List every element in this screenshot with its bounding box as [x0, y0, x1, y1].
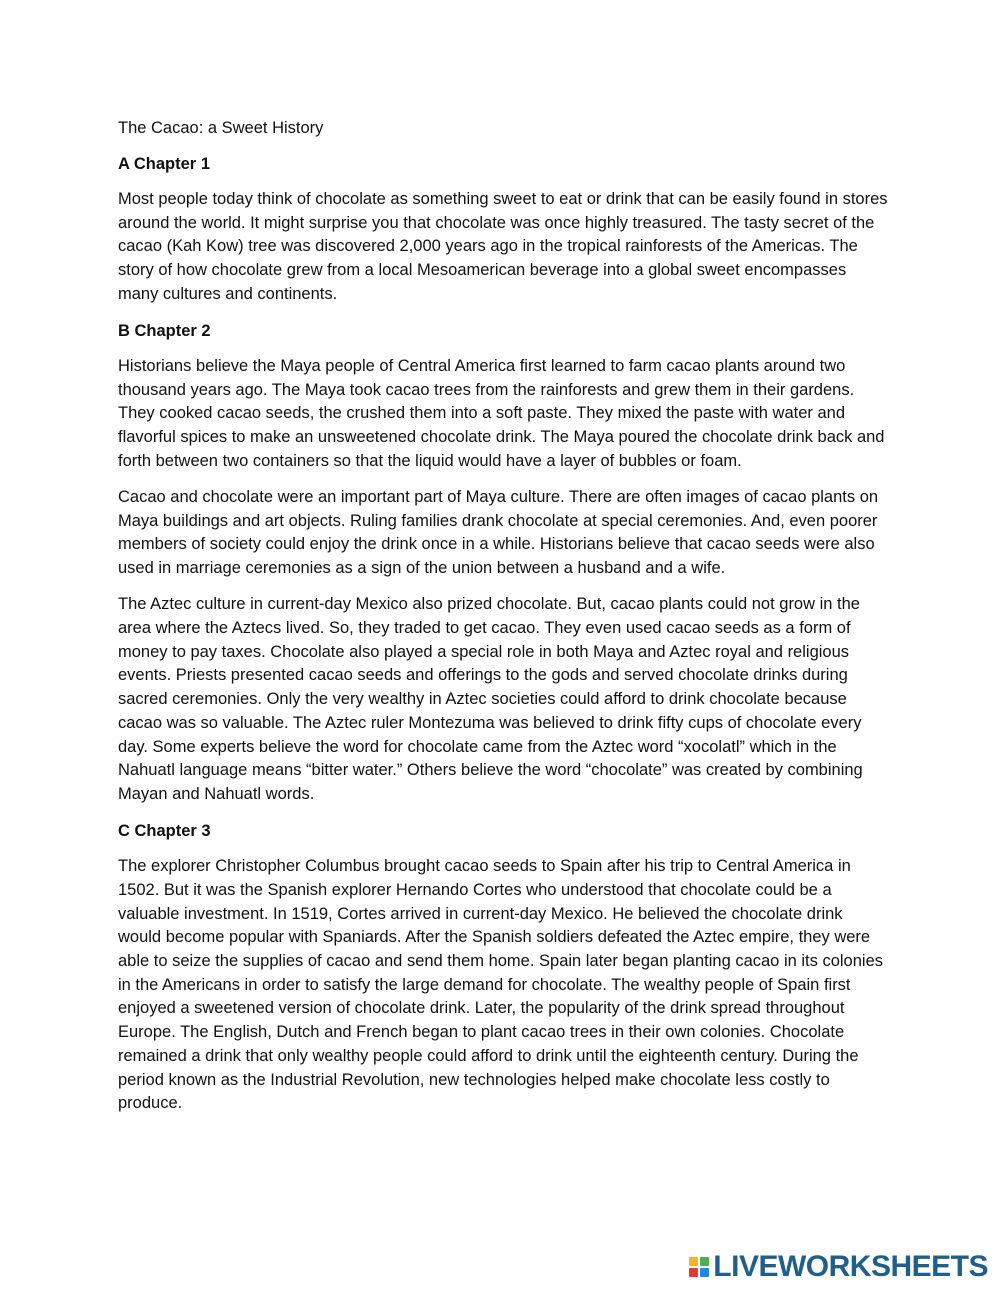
- document-title: The Cacao: a Sweet History: [118, 119, 324, 137]
- paragraph: Historians believe the Maya people of Central America first learned to farm cacao plants around two thousand years ago. The Maya took cacao trees from the rainforests and grew them in their gardens. They cooked cacao seeds, the crushed them into a soft paste. They mixed the paste with water and flavorful spices to make an unsweetened chocolate drink. The Maya poured the chocolate drink back and forth between two containers so that the liquid would have a layer of bubbles or foam.: [118, 357, 885, 470]
- section-chapter-1: [118, 152, 888, 307]
- paragraph: The Aztec culture in current-day Mexico also prized chocolate. But, cacao plants could not grow in the area where the Aztecs lived. So, they traded to get cacao. They even used cacao seeds as a form of money to pay taxes. Chocolate also played a special role in both Maya and Aztec royal and religious events. Priests presented cacao seeds and offerings to the gods and served chocolate drinks during sacred ceremonies. Only the very wealthy in Aztec societies could afford to drink chocolate because cacao was so valuable. The Aztec ruler Montezuma was believed to drink fifty cups of chocolate every day. Some experts believe the word for chocolate came from the Aztec word “xocolatl” which in the Nahuatl language means “bitter water.” Others believe the word “chocolate” was created by combining Mayan and Nahuatl words.: [118, 595, 863, 803]
- logo-square-icon: [689, 1268, 698, 1277]
- chapter-heading: B Chapter 2: [118, 322, 211, 341]
- chapter-heading: C Chapter 3: [118, 822, 211, 841]
- logo-square-icon: [689, 1257, 698, 1266]
- chapter-heading: A Chapter 1: [118, 155, 210, 173]
- section-chapter-3: [118, 819, 888, 1116]
- section-chapter-2: [118, 319, 888, 807]
- logo-square-icon: [700, 1268, 709, 1277]
- liveworksheets-logo[interactable]: [689, 1250, 988, 1284]
- paragraph: Cacao and chocolate were an important part of Maya culture. There are often images of cacao plants on Maya buildings and art objects. Ruling families drank chocolate at special ceremonies. And, even poorer members of society could enjoy the drink once in a while. Historians believe that cacao seeds were also used in marriage ceremonies as a sign of the union between a husband and a wife.: [118, 488, 879, 578]
- paragraph: The explorer Christopher Columbus brought cacao seeds to Spain after his trip to Central America in 1502. But it was the Spanish explorer Hernando Cortes who understood that chocolate could be a valuable investment. In 1519, Cortes arrived in current-day Mexico. He believed the chocolate drink would become popular with Spaniards. After the Spanish soldiers defeated the Aztec empire, they were able to seize the supplies of cacao and send them home. Spain later began planting cacao in its colonies in the Americans in order to satisfy the large demand for chocolate. The wealthy people of Spain first enjoyed a sweetened version of chocolate drink. Later, the popularity of the drink spread throughout Europe. The English, Dutch and French began to plant cacao trees in their own colonies. Chocolate remained a drink that only wealthy people could afford to drink until the eighteenth century. During the period known as the Industrial Revolution, new technologies helped make chocolate less costly to produce.: [118, 857, 883, 1113]
- logo-square-icon: [700, 1257, 709, 1266]
- logo-grid-icon: [689, 1257, 709, 1277]
- logo-text: LIVEWORKSHEETS: [713, 1250, 988, 1283]
- document-page: [118, 116, 888, 1128]
- paragraph: Most people today think of chocolate as something sweet to eat or drink that can be easily found in stores around the world. It might surprise you that chocolate was once highly treasured. The tasty secret of the cacao (Kah Kow) tree was discovered 2,000 years ago in the tropical rainforests of the Americas. The story of how chocolate grew from a local Mesoamerican beverage into a global sweet encompasses many cultures and continents.: [118, 190, 888, 303]
